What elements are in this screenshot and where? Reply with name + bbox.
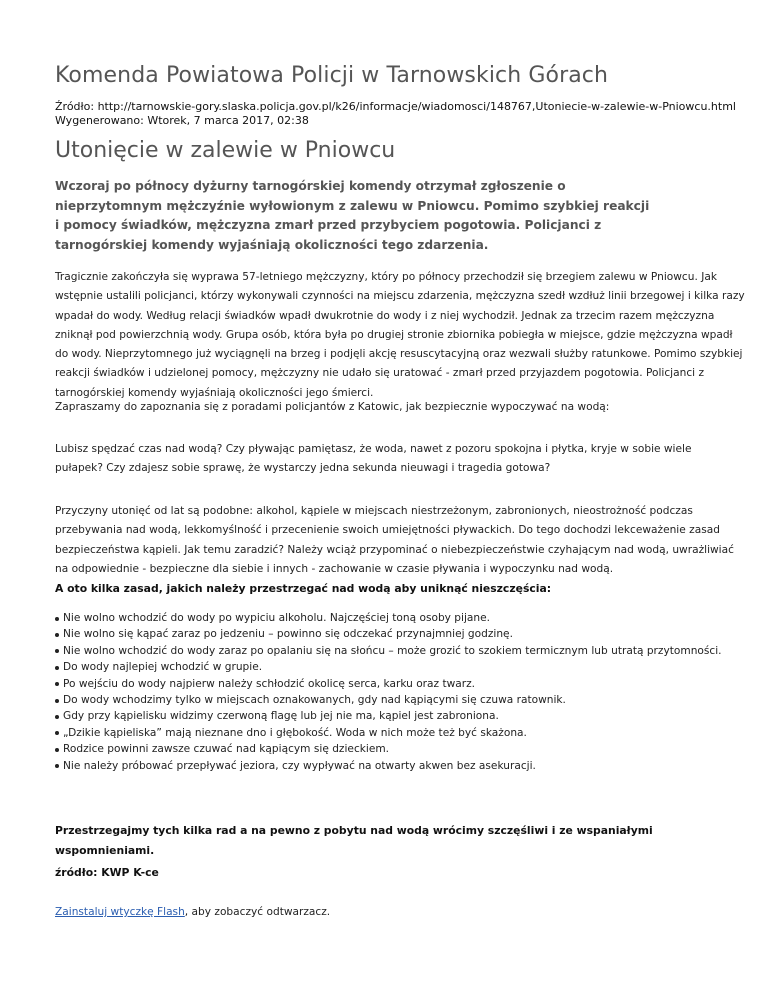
list-item (55, 643, 755, 659)
list-item (55, 610, 755, 626)
bullet-icon (55, 764, 59, 768)
rules-heading: A oto kilka zasad, jakich należy przestrzegać nad wodą aby uniknąć nieszczęścia: (55, 582, 552, 595)
list-item (55, 708, 755, 724)
source-url-line: Źródło: http://tarnowskie-gory.slaska.policja.gov.pl/k26/informacje/wiadomosci/148767,Utoniecie-w-zalewie-w-Pniowcu.html (55, 100, 736, 113)
rules-list (55, 610, 755, 774)
bullet-icon (55, 649, 59, 653)
list-item (55, 659, 755, 675)
bullet-icon (55, 666, 59, 670)
list-item (55, 626, 755, 642)
list-item (55, 692, 755, 708)
generated-date-line: Wygenerowano: Wtorek, 7 marca 2017, 02:38 (55, 114, 309, 127)
list-item (55, 758, 755, 774)
article-paragraph: Lubisz spędzać czas nad wodą? Czy pływając pamiętasz, że woda, nawet z pozoru spokojna i płytka, kryje w sobie wiele pułapek? Czy zdajesz sobie sprawę, że wystarczy jedna sekunda nieuwagi i tragedia gotowa? (55, 443, 692, 475)
source-note: źródło: KWP K-ce (55, 866, 159, 879)
article-paragraph: Tragicznie zakończyła się wyprawa 57-letniego mężczyzny, który po północy przechodził się brzegiem zalewu w Pniowcu. Jak wstępnie ustalili policjanci, którzy wykonywali czynności na miejscu zdarzenia, mężczyzna szedł wzdłuż linii brzegowej i kilka razy wpadał do wody. Według relacji świadków wpadł dwukrotnie do wody i z niej wychodził. Jednak za trzecim razem mężczyzna zniknął pod powierzchnią wody. Grupa osób, która była po drugiej stronie zbiornika pobiegła w miejsce, gdzie mężczyzna wpadł do wody. Nieprzytomnego już wyciągnęli na brzeg i podjęli akcję resuscytacyjną oraz wezwali służby ratunkowe. Pomimo szybkiej reakcji świadków i udzielonej pomocy, mężczyzny nie udało się uratować - zmarł przed przyjazdem pogotowia. Policjanci z tarnogórskiej komendy wyjaśniają okoliczności jego śmierci. (55, 271, 745, 399)
flash-notice-text: , aby zobaczyć odtwarzacz. (184, 906, 331, 918)
rule-text: Po wejściu do wody najpierw należy schłodzić okolicę serca, karku oraz twarz. (63, 677, 476, 690)
closing-paragraph: Przestrzegajmy tych kilka rad a na pewno z pobytu nad wodą wrócimy szczęśliwi i ze wspaniałymi wspomnieniami. (55, 824, 653, 857)
flash-notice (55, 906, 330, 918)
list-item (55, 725, 755, 741)
bullet-icon (55, 682, 59, 686)
rule-text: Rodzice powinni zawsze czuwać nad kąpiącym się dzieckiem. (63, 743, 390, 756)
rule-text: Gdy przy kąpielisku widzimy czerwoną flagę lub jej nie ma, kąpiel jest zabroniona. (63, 710, 499, 723)
rule-text: Nie wolno się kąpać zaraz po jedzeniu – powinno się odczekać przynajmniej godzinę. (63, 628, 513, 641)
rule-text: „Dzikie kąpieliska” mają nieznane dno i głębokość. Woda w nich może też być skażona. (63, 726, 527, 739)
article-paragraph: Przyczyny utonięć od lat są podobne: alkohol, kąpiele w miejscach niestrzeżonym, zabronionych, nieostrożność podczas przebywania nad wodą, lekkomyślność i przecenienie swoich umiejętności pływackich. Do tego dochodzi lekceważenie zasad bezpieczeństwa kąpieli. Jak temu zaradzić? Należy wciąż przypominać o niebezpieczeństwie czyhającym nad wodą, uwrażliwiać na odpowiednie - bezpieczne dla siebie i innych - zachowanie w czasie pływania i wypoczynku nad wodą. (55, 505, 734, 575)
bullet-icon (55, 633, 59, 637)
article-title: Utonięcie w zalewie w Pniowcu (55, 138, 396, 163)
rule-text: Do wody wchodzimy tylko w miejscach oznakowanych, gdy nad kąpiącymi się czuwa ratownik. (63, 694, 566, 707)
rule-text: Nie wolno wchodzić do wody zaraz po opalaniu się na słońcu – może grozić to szokiem termicznym lub utratą przytomności. (63, 644, 722, 657)
site-title: Komenda Powiatowa Policji w Tarnowskich Górach (55, 63, 609, 88)
rule-text: Nie należy próbować przepływać jeziora, czy wypływać na otwarty akwen bez asekuracji. (63, 759, 536, 772)
bullet-icon (55, 731, 59, 735)
article-lead: Wczoraj po północy dyżurny tarnogórskiej komendy otrzymał zgłoszenie o nieprzytomnym mężczyźnie wyłowionym z zalewu w Pniowcu. Pomimo szybkiej reakcji i pomocy świadków, mężczyzna zmarł przed przybyciem pogotowia. Policjanci z tarnogórskiej komendy wyjaśniają okoliczności tego zdarzenia. (55, 179, 650, 252)
list-item (55, 741, 755, 757)
bullet-icon (55, 699, 59, 703)
rule-text: Do wody najlepiej wchodzić w grupie. (63, 661, 263, 674)
install-flash-link[interactable]: Zainstaluj wtyczkę Flash (55, 906, 185, 918)
article-paragraph: Zapraszamy do zapoznania się z poradami policjantów z Katowic, jak bezpiecznie wypoczywać na wodą: (55, 401, 610, 413)
bullet-icon (55, 715, 59, 719)
bullet-icon (55, 748, 59, 752)
list-item (55, 676, 755, 692)
bullet-icon (55, 617, 59, 621)
rule-text: Nie wolno wchodzić do wody po wypiciu alkoholu. Najczęściej toną osoby pijane. (63, 612, 491, 624)
